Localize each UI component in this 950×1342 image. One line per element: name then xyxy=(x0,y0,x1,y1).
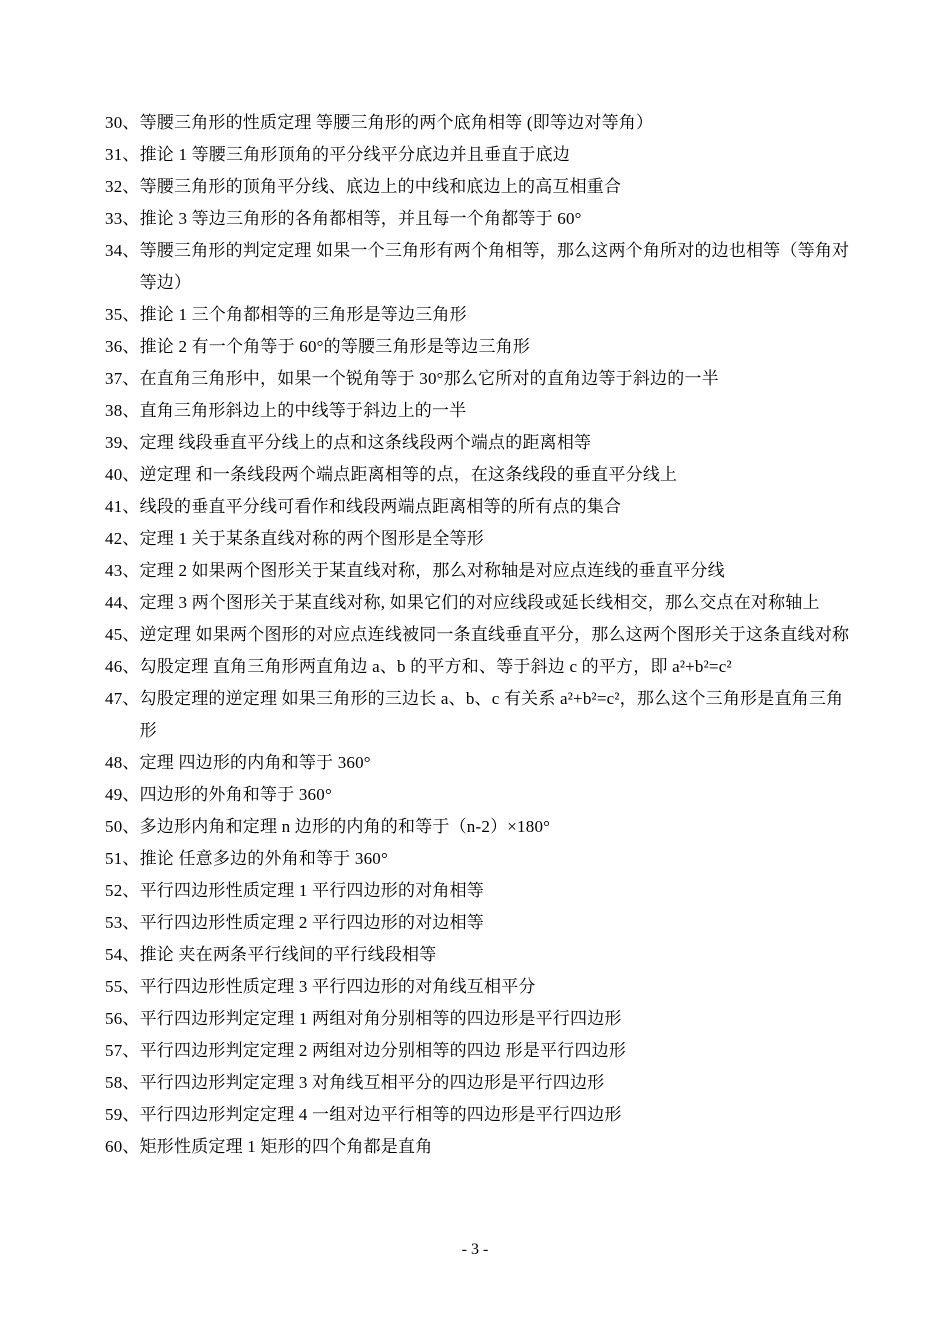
item-number: 32、 xyxy=(105,177,140,196)
list-item xyxy=(105,875,855,907)
item-text: 等腰三角形的性质定理 等腰三角形的两个底角相等 (即等边对等角） xyxy=(139,113,654,132)
item-text: 在直角三角形中，如果一个锐角等于 30°那么它所对的直角边等于斜边的一半 xyxy=(139,369,719,388)
theorem-list xyxy=(105,107,855,1163)
item-number: 39、 xyxy=(105,433,140,452)
item-text: 定理 2 如果两个图形关于某直线对称，那么对称轴是对应点连线的垂直平分线 xyxy=(139,561,725,580)
item-text: 推论 任意多边的外角和等于 360° xyxy=(139,849,389,868)
item-number: 37、 xyxy=(105,369,140,388)
list-item xyxy=(105,811,855,843)
item-number: 57、 xyxy=(105,1041,140,1060)
item-number: 54、 xyxy=(105,945,140,964)
item-text: 定理 1 关于某条直线对称的两个图形是全等形 xyxy=(139,529,485,548)
item-number: 35、 xyxy=(105,305,140,324)
item-number: 52、 xyxy=(105,881,140,900)
list-item xyxy=(105,427,855,459)
item-number: 58、 xyxy=(105,1073,140,1092)
item-number: 41、 xyxy=(105,497,140,516)
list-item xyxy=(105,587,855,619)
item-text: 平行四边形判定定理 1 两组对角分别相等的四边形是平行四边形 xyxy=(139,1009,622,1028)
item-text: 推论 3 等边三角形的各角都相等，并且每一个角都等于 60° xyxy=(139,209,582,228)
item-text: 直角三角形斜边上的中线等于斜边上的一半 xyxy=(139,401,467,420)
item-text: 平行四边形判定定理 2 两组对边分别相等的四边 形是平行四边形 xyxy=(139,1041,627,1060)
item-number: 43、 xyxy=(105,561,140,580)
item-number: 40、 xyxy=(105,465,140,484)
item-text: 推论 夹在两条平行线间的平行线段相等 xyxy=(139,945,437,964)
item-text: 矩形性质定理 1 矩形的四个角都是直角 xyxy=(139,1137,433,1156)
item-number: 60、 xyxy=(105,1137,140,1156)
list-item xyxy=(105,459,855,491)
list-item xyxy=(105,1035,855,1067)
item-number: 48、 xyxy=(105,753,140,772)
list-item xyxy=(105,363,855,395)
item-number: 31、 xyxy=(105,145,140,164)
item-text: 推论 1 等腰三角形顶角的平分线平分底边并且垂直于底边 xyxy=(139,145,571,164)
list-item xyxy=(105,331,855,363)
item-text: 平行四边形性质定理 2 平行四边形的对边相等 xyxy=(139,913,485,932)
list-item xyxy=(105,1099,855,1131)
item-text: 平行四边形性质定理 3 平行四边形的对角线互相平分 xyxy=(139,977,536,996)
list-item xyxy=(105,235,855,299)
item-number: 46、 xyxy=(105,657,140,676)
item-text: 逆定理 如果两个图形的对应点连线被同一条直线垂直平分，那么这两个图形关于这条直线对称 xyxy=(139,625,850,644)
item-number: 50、 xyxy=(105,817,140,836)
item-number: 53、 xyxy=(105,913,140,932)
item-text: 推论 1 三个角都相等的三角形是等边三角形 xyxy=(139,305,467,324)
item-text: 四边形的外角和等于 360° xyxy=(139,785,332,804)
list-item xyxy=(105,299,855,331)
item-text: 平行四边形判定定理 3 对角线互相平分的四边形是平行四边形 xyxy=(139,1073,605,1092)
list-item xyxy=(105,171,855,203)
item-text: 勾股定理的逆定理 如果三角形的三边长 a、b、c 有关系 a²+b²=c²，那么这个三角形是直角三角形 xyxy=(139,689,844,740)
item-number: 55、 xyxy=(105,977,140,996)
item-text: 等腰三角形的判定定理 如果一个三角形有两个角相等，那么这两个角所对的边也相等（等角对等边） xyxy=(139,241,850,292)
list-item xyxy=(105,491,855,523)
item-number: 44、 xyxy=(105,593,140,612)
item-number: 30、 xyxy=(105,113,140,132)
list-item xyxy=(105,907,855,939)
item-text: 等腰三角形的顶角平分线、底边上的中线和底边上的高互相重合 xyxy=(139,177,622,196)
item-number: 59、 xyxy=(105,1105,140,1124)
list-item xyxy=(105,779,855,811)
item-text: 多边形内角和定理 n 边形的内角的和等于（n-2）×180° xyxy=(139,817,551,836)
item-text: 线段的垂直平分线可看作和线段两端点距离相等的所有点的集合 xyxy=(139,497,622,516)
list-item xyxy=(105,1067,855,1099)
list-item xyxy=(105,203,855,235)
item-number: 45、 xyxy=(105,625,140,644)
item-number: 34、 xyxy=(105,241,140,260)
item-number: 51、 xyxy=(105,849,140,868)
list-item xyxy=(105,395,855,427)
item-number: 42、 xyxy=(105,529,140,548)
item-text: 定理 线段垂直平分线上的点和这条线段两个端点的距离相等 xyxy=(139,433,592,452)
list-item xyxy=(105,651,855,683)
item-text: 勾股定理 直角三角形两直角边 a、b 的平方和、等于斜边 c 的平方，即 a²+b²=c² xyxy=(139,657,732,676)
list-item xyxy=(105,939,855,971)
item-text: 推论 2 有一个角等于 60°的等腰三角形是等边三角形 xyxy=(139,337,531,356)
list-item xyxy=(105,843,855,875)
list-item xyxy=(105,971,855,1003)
item-text: 平行四边形判定定理 4 一组对边平行相等的四边形是平行四边形 xyxy=(139,1105,622,1124)
list-item xyxy=(105,619,855,651)
item-number: 49、 xyxy=(105,785,140,804)
item-text: 定理 3 两个图形关于某直线对称, 如果它们的对应线段或延长线相交，那么交点在对称轴上 xyxy=(139,593,820,612)
item-number: 36、 xyxy=(105,337,140,356)
item-text: 逆定理 和一条线段两个端点距离相等的点，在这条线段的垂直平分线上 xyxy=(139,465,678,484)
item-text: 定理 四边形的内角和等于 360° xyxy=(139,753,371,772)
list-item xyxy=(105,1003,855,1035)
list-item xyxy=(105,555,855,587)
list-item xyxy=(105,107,855,139)
item-number: 56、 xyxy=(105,1009,140,1028)
list-item xyxy=(105,683,855,747)
item-text: 平行四边形性质定理 1 平行四边形的对角相等 xyxy=(139,881,485,900)
item-number: 38、 xyxy=(105,401,140,420)
list-item xyxy=(105,1131,855,1163)
list-item xyxy=(105,747,855,779)
list-item xyxy=(105,523,855,555)
list-item xyxy=(105,139,855,171)
item-number: 33、 xyxy=(105,209,140,228)
page-number: - 3 - xyxy=(461,1241,489,1258)
item-number: 47、 xyxy=(105,689,140,708)
